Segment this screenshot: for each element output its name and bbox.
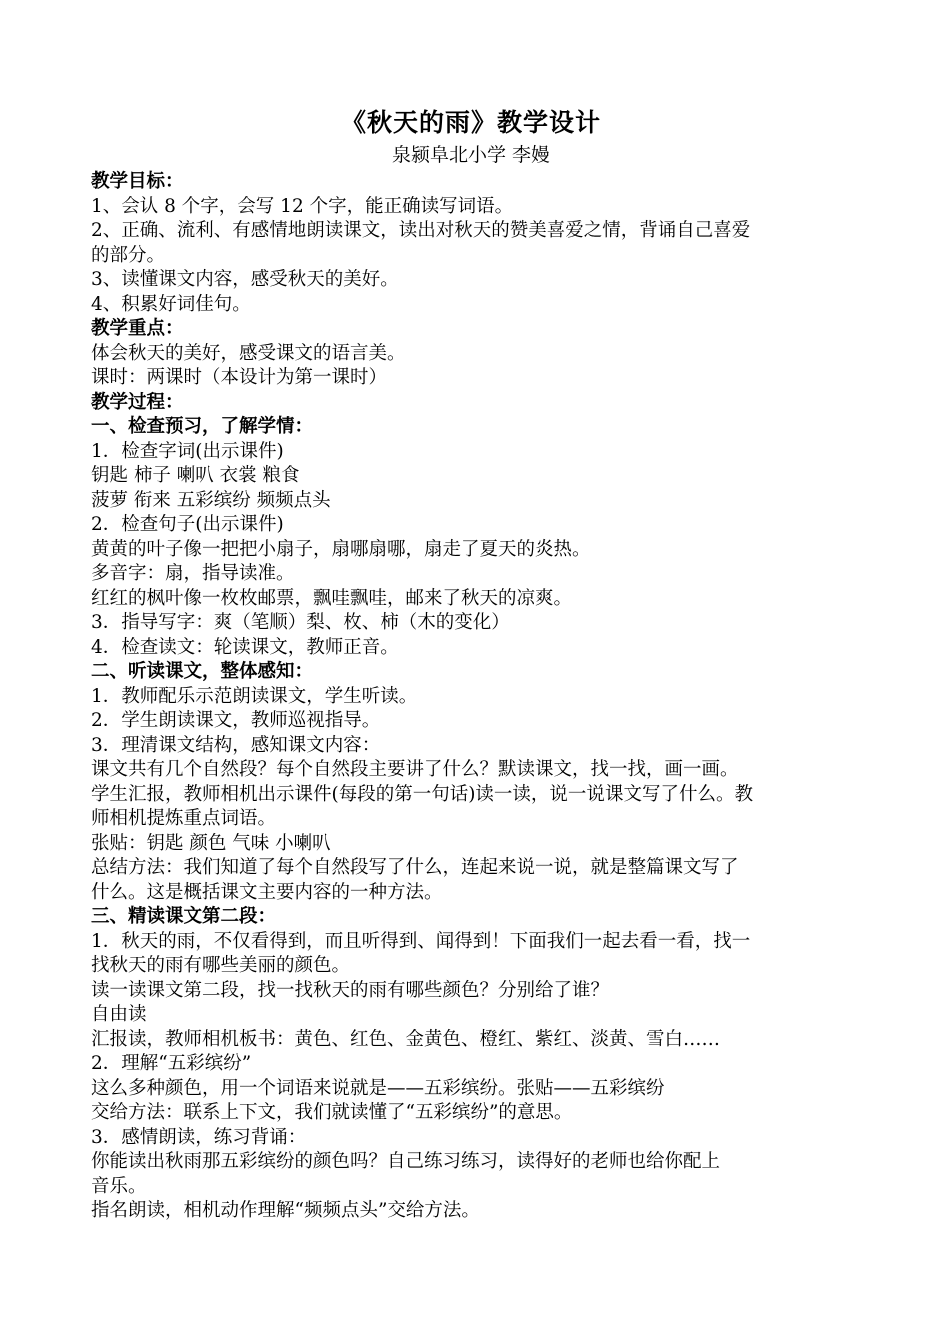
text-line: 2．学生朗读课文，教师巡视指导。 <box>91 710 381 731</box>
text-line: 3．感情朗读，练习背诵： <box>91 1126 307 1148</box>
text-line: 张贴：钥匙 颜色 气味 小喇叭 <box>91 832 331 854</box>
text-line: 4．检查读文：轮读课文，教师正音。 <box>91 636 399 658</box>
text-line: 总结方法：我们知道了每个自然段写了什么，连起来说一说，就是整篇课文写了 <box>91 857 739 878</box>
section-heading: 教学过程： <box>91 391 184 413</box>
text-line: 3．指导写字：爽（笔顺）梨、枚、柿（木的变化） <box>91 612 510 633</box>
section-heading: 教学目标： <box>91 171 184 192</box>
document-body <box>91 170 861 1224</box>
text-line: 找秋天的雨有哪些美丽的颜色。 <box>91 955 351 976</box>
document-content <box>91 106 861 1224</box>
text-line: 音乐。 <box>91 1175 147 1197</box>
text-line: 这么多种颜色，用一个词语来说就是——五彩缤纷。张贴——五彩缤纷 <box>91 1077 665 1099</box>
text-line: 体会秋天的美好，感受课文的语言美。 <box>91 342 406 364</box>
section-heading: 一、检查预习，了解学情： <box>91 416 314 437</box>
text-line: 学生汇报，教师相机出示课件(每段的第一句话)读一读，说一说课文写了什么。教 <box>91 783 753 805</box>
text-line: 3、读懂课文内容，感受秋天的美好。 <box>91 269 399 290</box>
text-line: 1．秋天的雨，不仅看得到，而且听得到、闻得到！下面我们一起去看一看，找一 <box>91 930 751 952</box>
text-line: 自由读 <box>91 1004 147 1025</box>
section-heading: 教学重点： <box>91 318 184 339</box>
text-line: 2．检查句子(出示课件) <box>91 514 284 535</box>
text-line: 1．教师配乐示范朗读课文，学生听读。 <box>91 685 418 707</box>
document-title: 《秋天的雨》教学设计 <box>340 108 601 137</box>
text-line: 的部分。 <box>91 244 166 266</box>
text-line: 2．理解“五彩缤纷” <box>91 1053 252 1074</box>
text-line: 师相机提炼重点词语。 <box>91 808 277 829</box>
text-line: 什么。这是概括课文主要内容的一种方法。 <box>91 881 443 903</box>
text-line: 课时：两课时（本设计为第一课时） <box>91 367 388 388</box>
text-line: 1．检查字词(出示课件) <box>91 440 284 462</box>
text-line: 读一读课文第二段，找一找秋天的雨有哪些颜色？分别给了谁？ <box>91 979 610 1001</box>
text-line: 1、会认 8 个字，会写 12 个字，能正确读写词语。 <box>91 195 514 217</box>
text-line: 菠萝 衔来 五彩缤纷 频频点头 <box>91 489 331 511</box>
document-author: 泉颍阜北小学 李嫚 <box>391 144 551 166</box>
text-line: 交给方法：联系上下文，我们就读懂了“五彩缤纷”的意思。 <box>91 1102 573 1123</box>
section-heading: 三、精读课文第二段： <box>91 906 277 927</box>
text-line: 多音字：扇，指导读准。 <box>91 563 295 584</box>
text-line: 4、积累好词佳句。 <box>91 293 251 315</box>
section-heading: 二、听读课文，整体感知： <box>91 661 314 682</box>
text-line: 3．理清课文结构，感知课文内容： <box>91 734 381 756</box>
text-line: 课文共有几个自然段？每个自然段主要讲了什么？默读课文，找一找，画一画。 <box>91 759 739 780</box>
text-line: 红红的枫叶像一枚枚邮票，飘哇飘哇，邮来了秋天的凉爽。 <box>91 587 573 609</box>
text-line: 钥匙 柿子 喇叭 衣裳 粮食 <box>91 465 300 486</box>
text-line: 汇报读，教师相机板书：黄色、红色、金黄色、橙红、紫红、淡黄、雪白…… <box>91 1028 721 1050</box>
text-line: 指名朗读，相机动作理解“频频点头”交给方法。 <box>91 1200 480 1221</box>
text-line: 2、正确、流利、有感情地朗读课文，读出对秋天的赞美喜爱之情，背诵自己喜爱 <box>91 220 751 241</box>
text-line: 黄黄的叶子像一把把小扇子，扇哪扇哪，扇走了夏天的炎热。 <box>91 538 591 560</box>
text-line: 你能读出秋雨那五彩缤纷的颜色吗？自己练习练习，读得好的老师也给你配上 <box>91 1151 721 1172</box>
